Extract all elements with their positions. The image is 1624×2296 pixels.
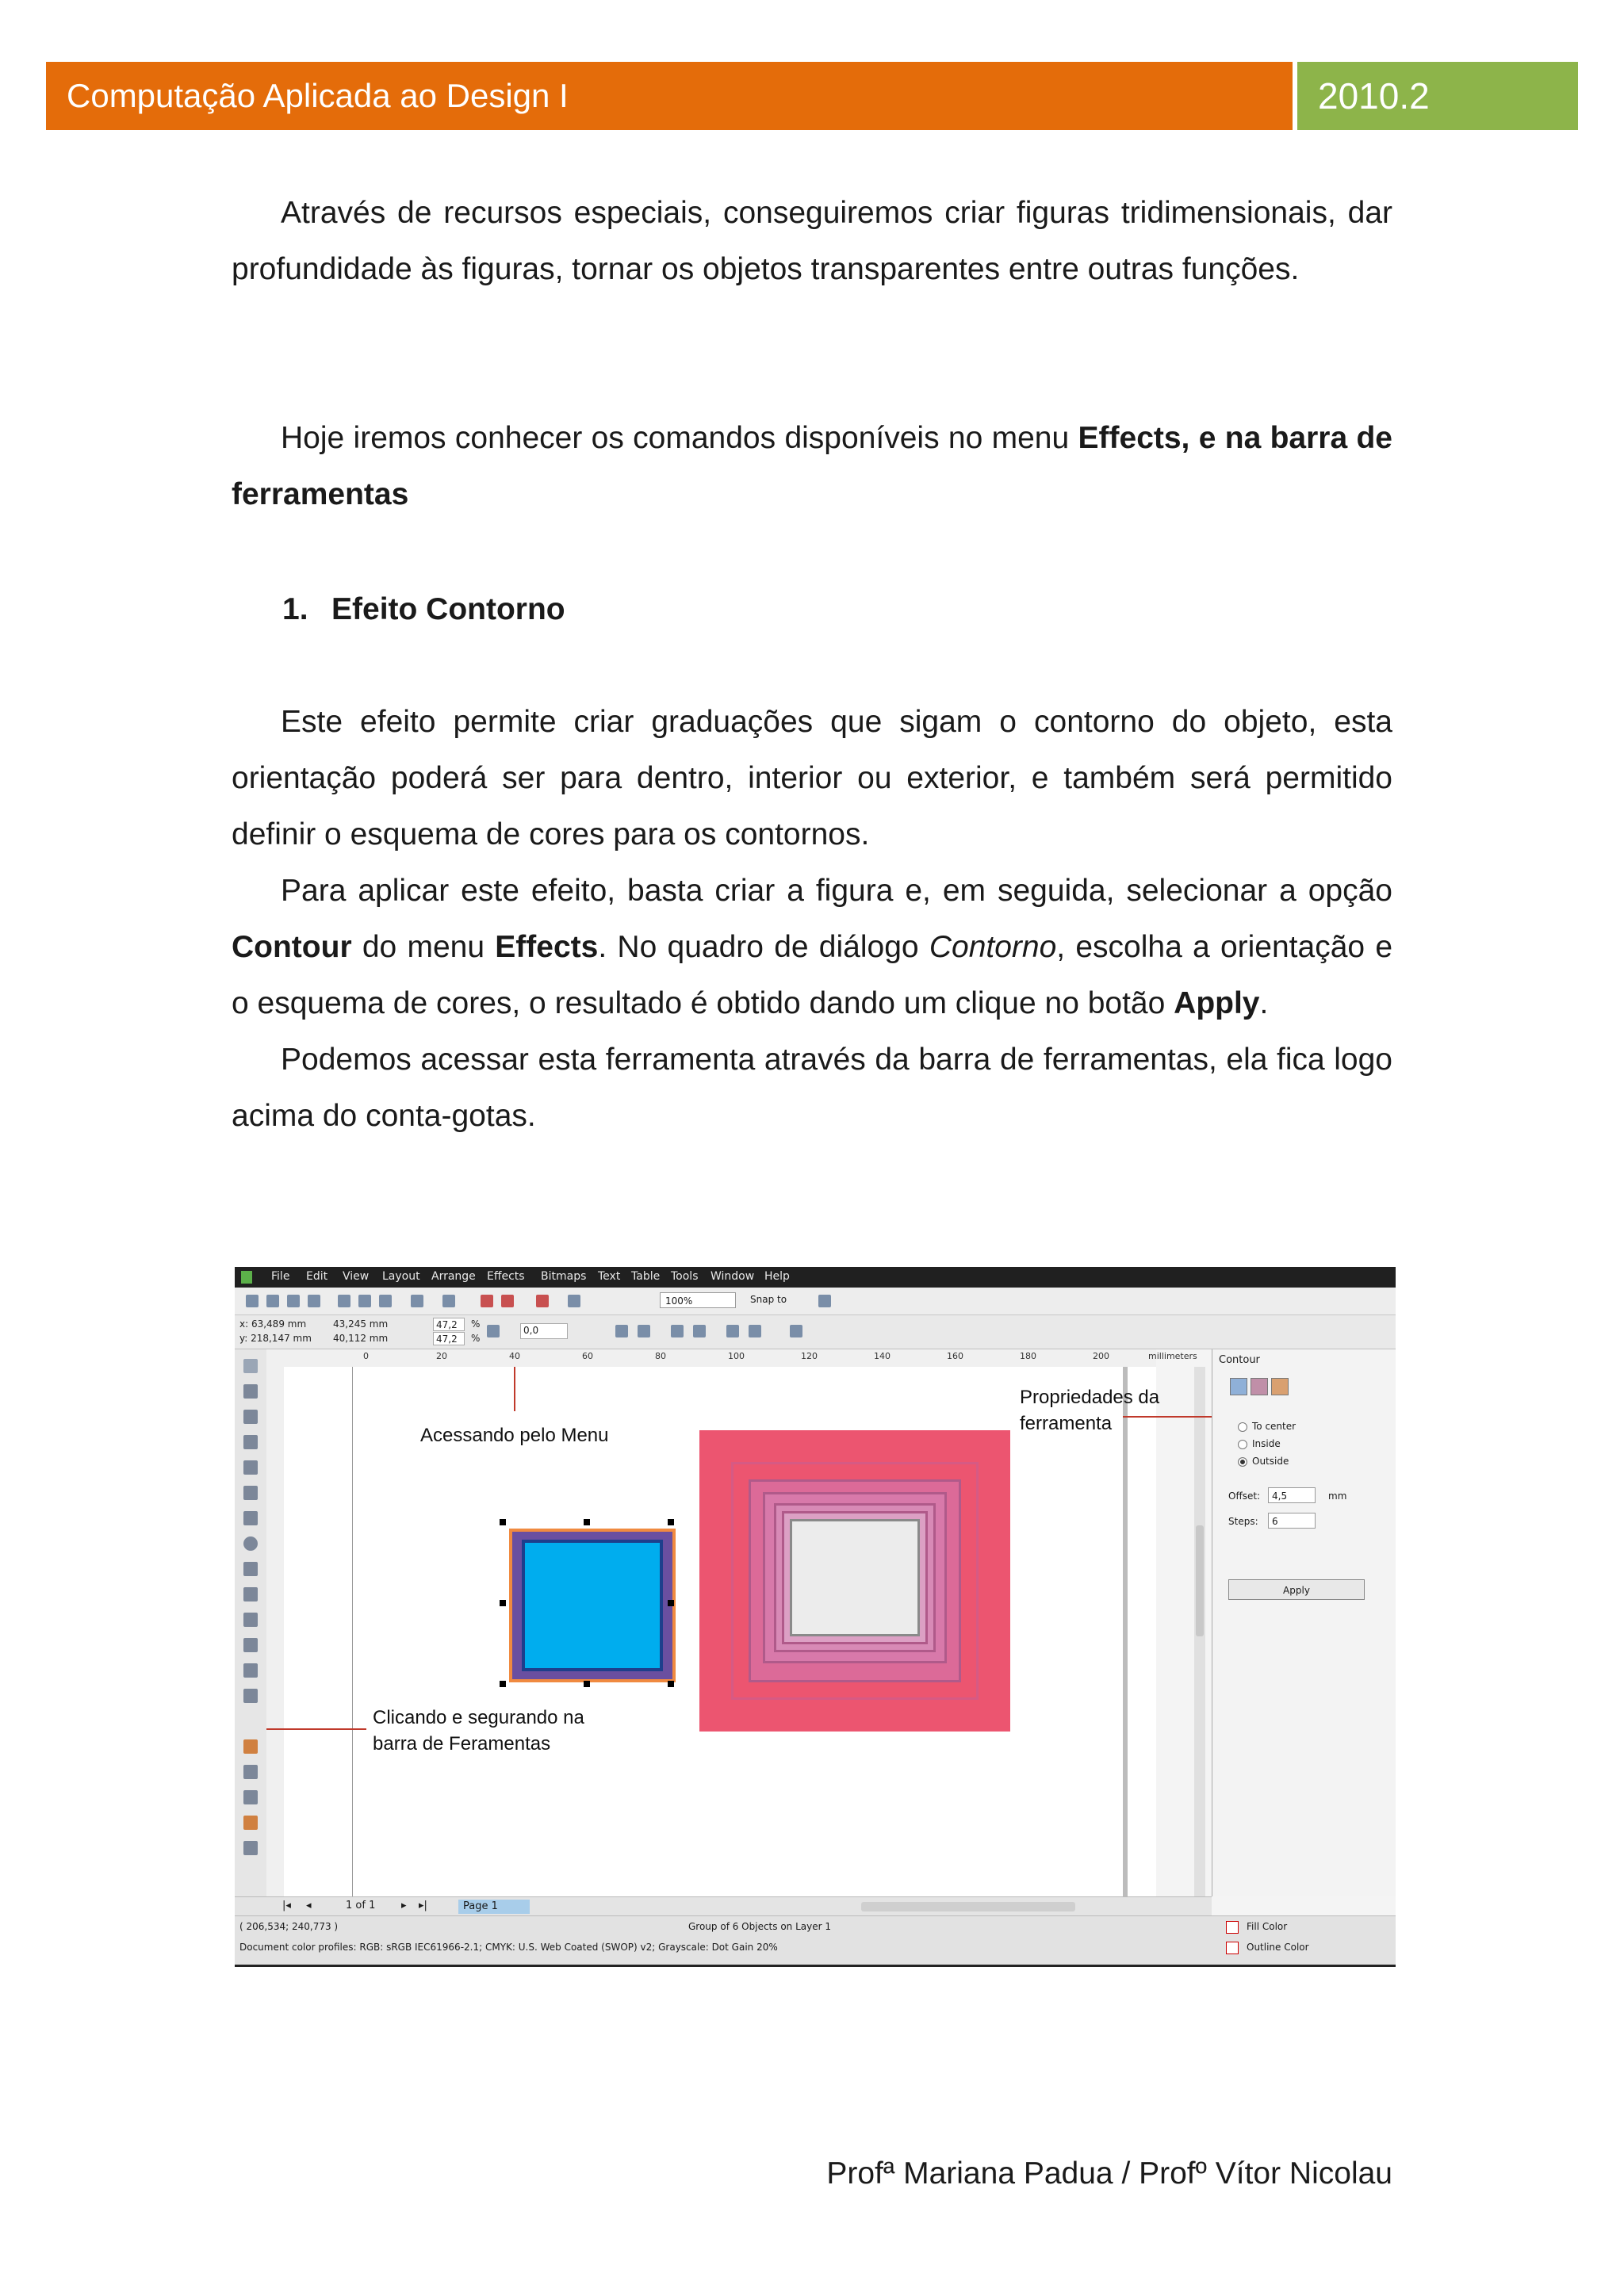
fill-color-label: Fill Color bbox=[1247, 1921, 1288, 1932]
paragraph-contour bbox=[232, 694, 1392, 1144]
radio-outside-label: Outside bbox=[1252, 1456, 1289, 1467]
save-icon[interactable] bbox=[287, 1295, 300, 1307]
eyedropper-tool-icon[interactable] bbox=[243, 1765, 258, 1779]
ruler-tick-80: 80 bbox=[655, 1351, 666, 1361]
ruler-tick-140: 140 bbox=[874, 1351, 891, 1361]
callout-properties bbox=[1020, 1384, 1159, 1437]
callout-properties-line1: Propriedades da bbox=[1020, 1387, 1160, 1408]
ellipse-tool-icon[interactable] bbox=[243, 1536, 258, 1551]
prev-page-icon[interactable]: ◂ bbox=[306, 1900, 312, 1911]
page-counter: 1 of 1 bbox=[346, 1900, 376, 1911]
ruler-tick-20: 20 bbox=[436, 1351, 447, 1361]
vertical-scroll-thumb[interactable] bbox=[1196, 1525, 1204, 1636]
menu-edit[interactable]: Edit bbox=[306, 1270, 328, 1283]
y-position: y: 218,147 mm bbox=[239, 1333, 312, 1344]
connector-tool-icon[interactable] bbox=[243, 1689, 258, 1703]
menu-window[interactable]: Window bbox=[710, 1270, 755, 1283]
howto-text-g: , escolha a orientação e o esquema de cores, o resultado é obtido dando um clique no botão bbox=[232, 930, 1393, 1020]
radio-to-center[interactable] bbox=[1238, 1421, 1296, 1432]
scale-x-field[interactable]: 47,2 bbox=[433, 1318, 465, 1331]
selection-handle[interactable] bbox=[668, 1600, 674, 1606]
zoom-tool-icon[interactable] bbox=[243, 1435, 258, 1449]
print-icon[interactable] bbox=[308, 1295, 320, 1307]
text-tool-icon[interactable] bbox=[243, 1613, 258, 1627]
ruler-tick-180: 180 bbox=[1020, 1351, 1036, 1361]
redo-icon[interactable] bbox=[442, 1295, 455, 1307]
howto-text-a: Para aplicar este efeito, basta criar a figura e, em seguida, selecionar a opção bbox=[281, 874, 1392, 908]
callout-menu-line bbox=[514, 1367, 515, 1411]
last-page-icon[interactable]: ▸| bbox=[419, 1900, 427, 1911]
horizontal-scrollbar[interactable] bbox=[861, 1902, 1075, 1911]
cursor-coordinates: ( 206,534; 240,773 ) bbox=[239, 1921, 339, 1932]
scale-y-percent: % bbox=[471, 1333, 481, 1344]
selection-handle[interactable] bbox=[668, 1519, 674, 1525]
howto-apply: Apply bbox=[1174, 986, 1260, 1020]
first-page-icon[interactable]: |◂ bbox=[282, 1900, 291, 1911]
paragraph-effects-prefix: Hoje iremos conhecer os comandos disponíveis no menu bbox=[281, 421, 1078, 455]
semester-label: 2010.2 bbox=[1318, 75, 1430, 117]
menu-arrange[interactable]: Arrange bbox=[431, 1270, 476, 1283]
ruler-tick-100: 100 bbox=[728, 1351, 745, 1361]
toolbox bbox=[235, 1349, 267, 1896]
basic-shapes-tool-icon[interactable] bbox=[243, 1587, 258, 1601]
page-border-left bbox=[352, 1367, 353, 1896]
offset-unit: mm bbox=[1328, 1490, 1347, 1502]
undo-icon[interactable] bbox=[411, 1295, 423, 1307]
coreldraw-app-icon bbox=[241, 1271, 252, 1284]
smart-fill-tool-icon[interactable] bbox=[243, 1486, 258, 1500]
export-icon[interactable] bbox=[501, 1295, 514, 1307]
color-profiles: Document color profiles: RGB: sRGB IEC61966-2.1; CMYK: U.S. Web Coated (SWOP) v2; Grayscale: Dot Gain 20% bbox=[239, 1942, 778, 1953]
align-icon[interactable] bbox=[790, 1325, 802, 1337]
callout-toolbar-line2: barra de Feramentas bbox=[373, 1733, 551, 1755]
howto-text-i: . bbox=[1259, 986, 1269, 1020]
contoured-square-inner[interactable] bbox=[522, 1540, 663, 1671]
status-bar bbox=[235, 1915, 1396, 1965]
contour-color-tab-icon[interactable] bbox=[1251, 1378, 1268, 1395]
outline-tool-icon[interactable] bbox=[243, 1790, 258, 1804]
howto-contour: Contour bbox=[232, 930, 352, 964]
contour-center-rect bbox=[790, 1519, 920, 1636]
pick-tool-icon[interactable] bbox=[243, 1359, 258, 1373]
page-tab[interactable]: Page 1 bbox=[458, 1900, 530, 1914]
scale-y-field[interactable]: 47,2 bbox=[433, 1332, 465, 1345]
offset-label: Offset: bbox=[1228, 1490, 1261, 1502]
rotation-field[interactable]: 0,0 bbox=[520, 1323, 568, 1339]
mirror-horizontal-icon[interactable] bbox=[615, 1325, 628, 1337]
howto-contorno: Contorno bbox=[929, 930, 1057, 964]
scale-x-percent: % bbox=[471, 1318, 481, 1330]
howto-effects: Effects bbox=[495, 930, 599, 964]
ruler-tick-200: 200 bbox=[1093, 1351, 1109, 1361]
property-bar bbox=[235, 1315, 1396, 1349]
horizontal-ruler bbox=[284, 1349, 1197, 1368]
break-apart-icon[interactable] bbox=[749, 1325, 761, 1337]
rectangle-tool-icon[interactable] bbox=[243, 1511, 258, 1525]
copy-icon[interactable] bbox=[358, 1295, 371, 1307]
selection-handle[interactable] bbox=[500, 1600, 506, 1606]
ruler-tick-120: 120 bbox=[801, 1351, 818, 1361]
fill-tool-icon[interactable] bbox=[243, 1816, 258, 1830]
callout-menu: Acessando pelo Menu bbox=[420, 1425, 609, 1446]
paragraph-contour-toolbar: Podemos acessar esta ferramenta através da barra de ferramentas, ela fica logo acima do conta-gotas. bbox=[232, 1043, 1392, 1133]
menu-view[interactable]: View bbox=[343, 1270, 370, 1283]
import-icon[interactable] bbox=[481, 1295, 493, 1307]
course-title: Computação Aplicada ao Design I bbox=[67, 77, 569, 114]
table-tool-icon[interactable] bbox=[243, 1638, 258, 1652]
contour-docker bbox=[1212, 1349, 1396, 1896]
welcome-screen-icon[interactable] bbox=[568, 1295, 580, 1307]
combine-icon[interactable] bbox=[726, 1325, 739, 1337]
ruler-tick-40: 40 bbox=[509, 1351, 520, 1361]
menu-tools[interactable]: Tools bbox=[671, 1270, 699, 1283]
standard-toolbar bbox=[235, 1288, 1396, 1315]
callout-toolbar-line1: Clicando e segurando na bbox=[373, 1707, 584, 1728]
radio-inside[interactable] bbox=[1238, 1438, 1281, 1449]
interactive-fill-tool-icon[interactable] bbox=[243, 1841, 258, 1855]
mirror-vertical-icon[interactable] bbox=[638, 1325, 650, 1337]
paragraph-intro-text: Através de recursos especiais, conseguiremos criar figuras tridimensionais, dar profundidade às figuras, tornar os objetos transparentes entre outras funções. bbox=[232, 196, 1392, 286]
group-icon[interactable] bbox=[671, 1325, 684, 1337]
header-course-band bbox=[46, 62, 1293, 130]
steps-label: Steps: bbox=[1228, 1516, 1258, 1527]
selection-handle[interactable] bbox=[500, 1519, 506, 1525]
lock-ratio-icon[interactable] bbox=[487, 1325, 500, 1337]
steps-field[interactable]: 6 bbox=[1268, 1513, 1316, 1529]
ruler-tick-160: 160 bbox=[947, 1351, 963, 1361]
shape-tool-icon[interactable] bbox=[243, 1384, 258, 1399]
selection-handle[interactable] bbox=[584, 1681, 590, 1687]
selection-handle[interactable] bbox=[500, 1681, 506, 1687]
ungroup-icon[interactable] bbox=[693, 1325, 706, 1337]
object-height: 40,112 mm bbox=[333, 1333, 389, 1344]
fill-color-swatch bbox=[1226, 1921, 1239, 1934]
vertical-ruler bbox=[266, 1349, 285, 1896]
object-width: 43,245 mm bbox=[333, 1318, 389, 1330]
callout-toolbar bbox=[373, 1705, 584, 1757]
selection-handle[interactable] bbox=[668, 1681, 674, 1687]
menu-table[interactable]: Table bbox=[631, 1270, 661, 1283]
coreldraw-screenshot bbox=[235, 1267, 1396, 1967]
menu-text[interactable]: Text bbox=[598, 1270, 621, 1283]
menu-layout[interactable]: Layout bbox=[382, 1270, 420, 1283]
header-semester-band bbox=[1297, 62, 1578, 130]
menu-effects[interactable]: Effects bbox=[487, 1270, 525, 1283]
radio-outside[interactable] bbox=[1238, 1456, 1289, 1467]
callout-toolbar-line bbox=[266, 1728, 366, 1730]
menu-file[interactable]: File bbox=[271, 1270, 290, 1283]
docker-title: Contour bbox=[1219, 1354, 1260, 1366]
paragraph-effects-bold: Effects, e na barra de ferramentas bbox=[232, 421, 1392, 511]
page-navigator bbox=[235, 1896, 1212, 1916]
application-launcher-icon[interactable] bbox=[536, 1295, 549, 1307]
howto-text-e: . No quadro de diálogo bbox=[598, 930, 929, 964]
contour-steps-tab-icon[interactable] bbox=[1230, 1378, 1247, 1395]
ruler-tick-60: 60 bbox=[582, 1351, 593, 1361]
section-heading bbox=[282, 581, 565, 637]
x-position: x: 63,489 mm bbox=[239, 1318, 307, 1330]
callout-properties-line2: ferramenta bbox=[1020, 1413, 1113, 1434]
howto-text-c: do menu bbox=[351, 930, 496, 964]
apply-button[interactable]: Apply bbox=[1228, 1579, 1365, 1600]
paragraph-effects-text bbox=[232, 410, 1392, 522]
section-number: 1. bbox=[282, 592, 308, 626]
paragraph-intro bbox=[232, 185, 1392, 297]
outline-color-swatch bbox=[1226, 1942, 1239, 1954]
paragraph-contour-desc: Este efeito permite criar graduações que sigam o contorno do objeto, esta orientação poderá ser para dentro, interior ou exterior, e também será permitido definir o esquema de cores para os contornos. bbox=[232, 705, 1392, 851]
contour-accel-tab-icon[interactable] bbox=[1271, 1378, 1289, 1395]
menu-help[interactable]: Help bbox=[764, 1270, 790, 1283]
outline-color-label: Outline Color bbox=[1247, 1942, 1309, 1953]
radio-inside-label: Inside bbox=[1252, 1438, 1281, 1449]
ruler-unit: millimeters bbox=[1148, 1351, 1197, 1361]
menu-bitmaps[interactable]: Bitmaps bbox=[541, 1270, 587, 1283]
docker-tabs bbox=[1230, 1378, 1292, 1398]
contour-tool-icon[interactable] bbox=[243, 1739, 258, 1754]
options-icon[interactable] bbox=[818, 1295, 831, 1307]
dimension-tool-icon[interactable] bbox=[243, 1663, 258, 1678]
vertical-scrollbar[interactable] bbox=[1194, 1367, 1205, 1896]
radio-to-center-label: To center bbox=[1252, 1421, 1297, 1432]
section-title: Efeito Contorno bbox=[331, 592, 565, 626]
ruler-tick-0: 0 bbox=[363, 1351, 369, 1361]
snap-to-button[interactable]: Snap to bbox=[750, 1294, 787, 1305]
page-border-right bbox=[1123, 1367, 1128, 1896]
cut-icon[interactable] bbox=[338, 1295, 350, 1307]
paragraph-contour-howto bbox=[232, 863, 1392, 1031]
polygon-tool-icon[interactable] bbox=[243, 1562, 258, 1576]
open-icon[interactable] bbox=[266, 1295, 279, 1307]
next-page-icon[interactable]: ▸ bbox=[401, 1900, 407, 1911]
offset-field[interactable]: 4,5 bbox=[1268, 1487, 1316, 1503]
app-menubar bbox=[235, 1267, 1396, 1288]
freehand-tool-icon[interactable] bbox=[243, 1460, 258, 1475]
new-document-icon[interactable] bbox=[246, 1295, 259, 1307]
selection-handle[interactable] bbox=[584, 1519, 590, 1525]
zoom-level-select[interactable]: 100% bbox=[660, 1292, 736, 1308]
paragraph-effects bbox=[232, 410, 1392, 522]
crop-tool-icon[interactable] bbox=[243, 1410, 258, 1424]
selection-info: Group of 6 Objects on Layer 1 bbox=[688, 1921, 831, 1932]
footer-authors: Profª Mariana Padua / Profº Vítor Nicolau bbox=[826, 2156, 1392, 2191]
paste-icon[interactable] bbox=[379, 1295, 392, 1307]
